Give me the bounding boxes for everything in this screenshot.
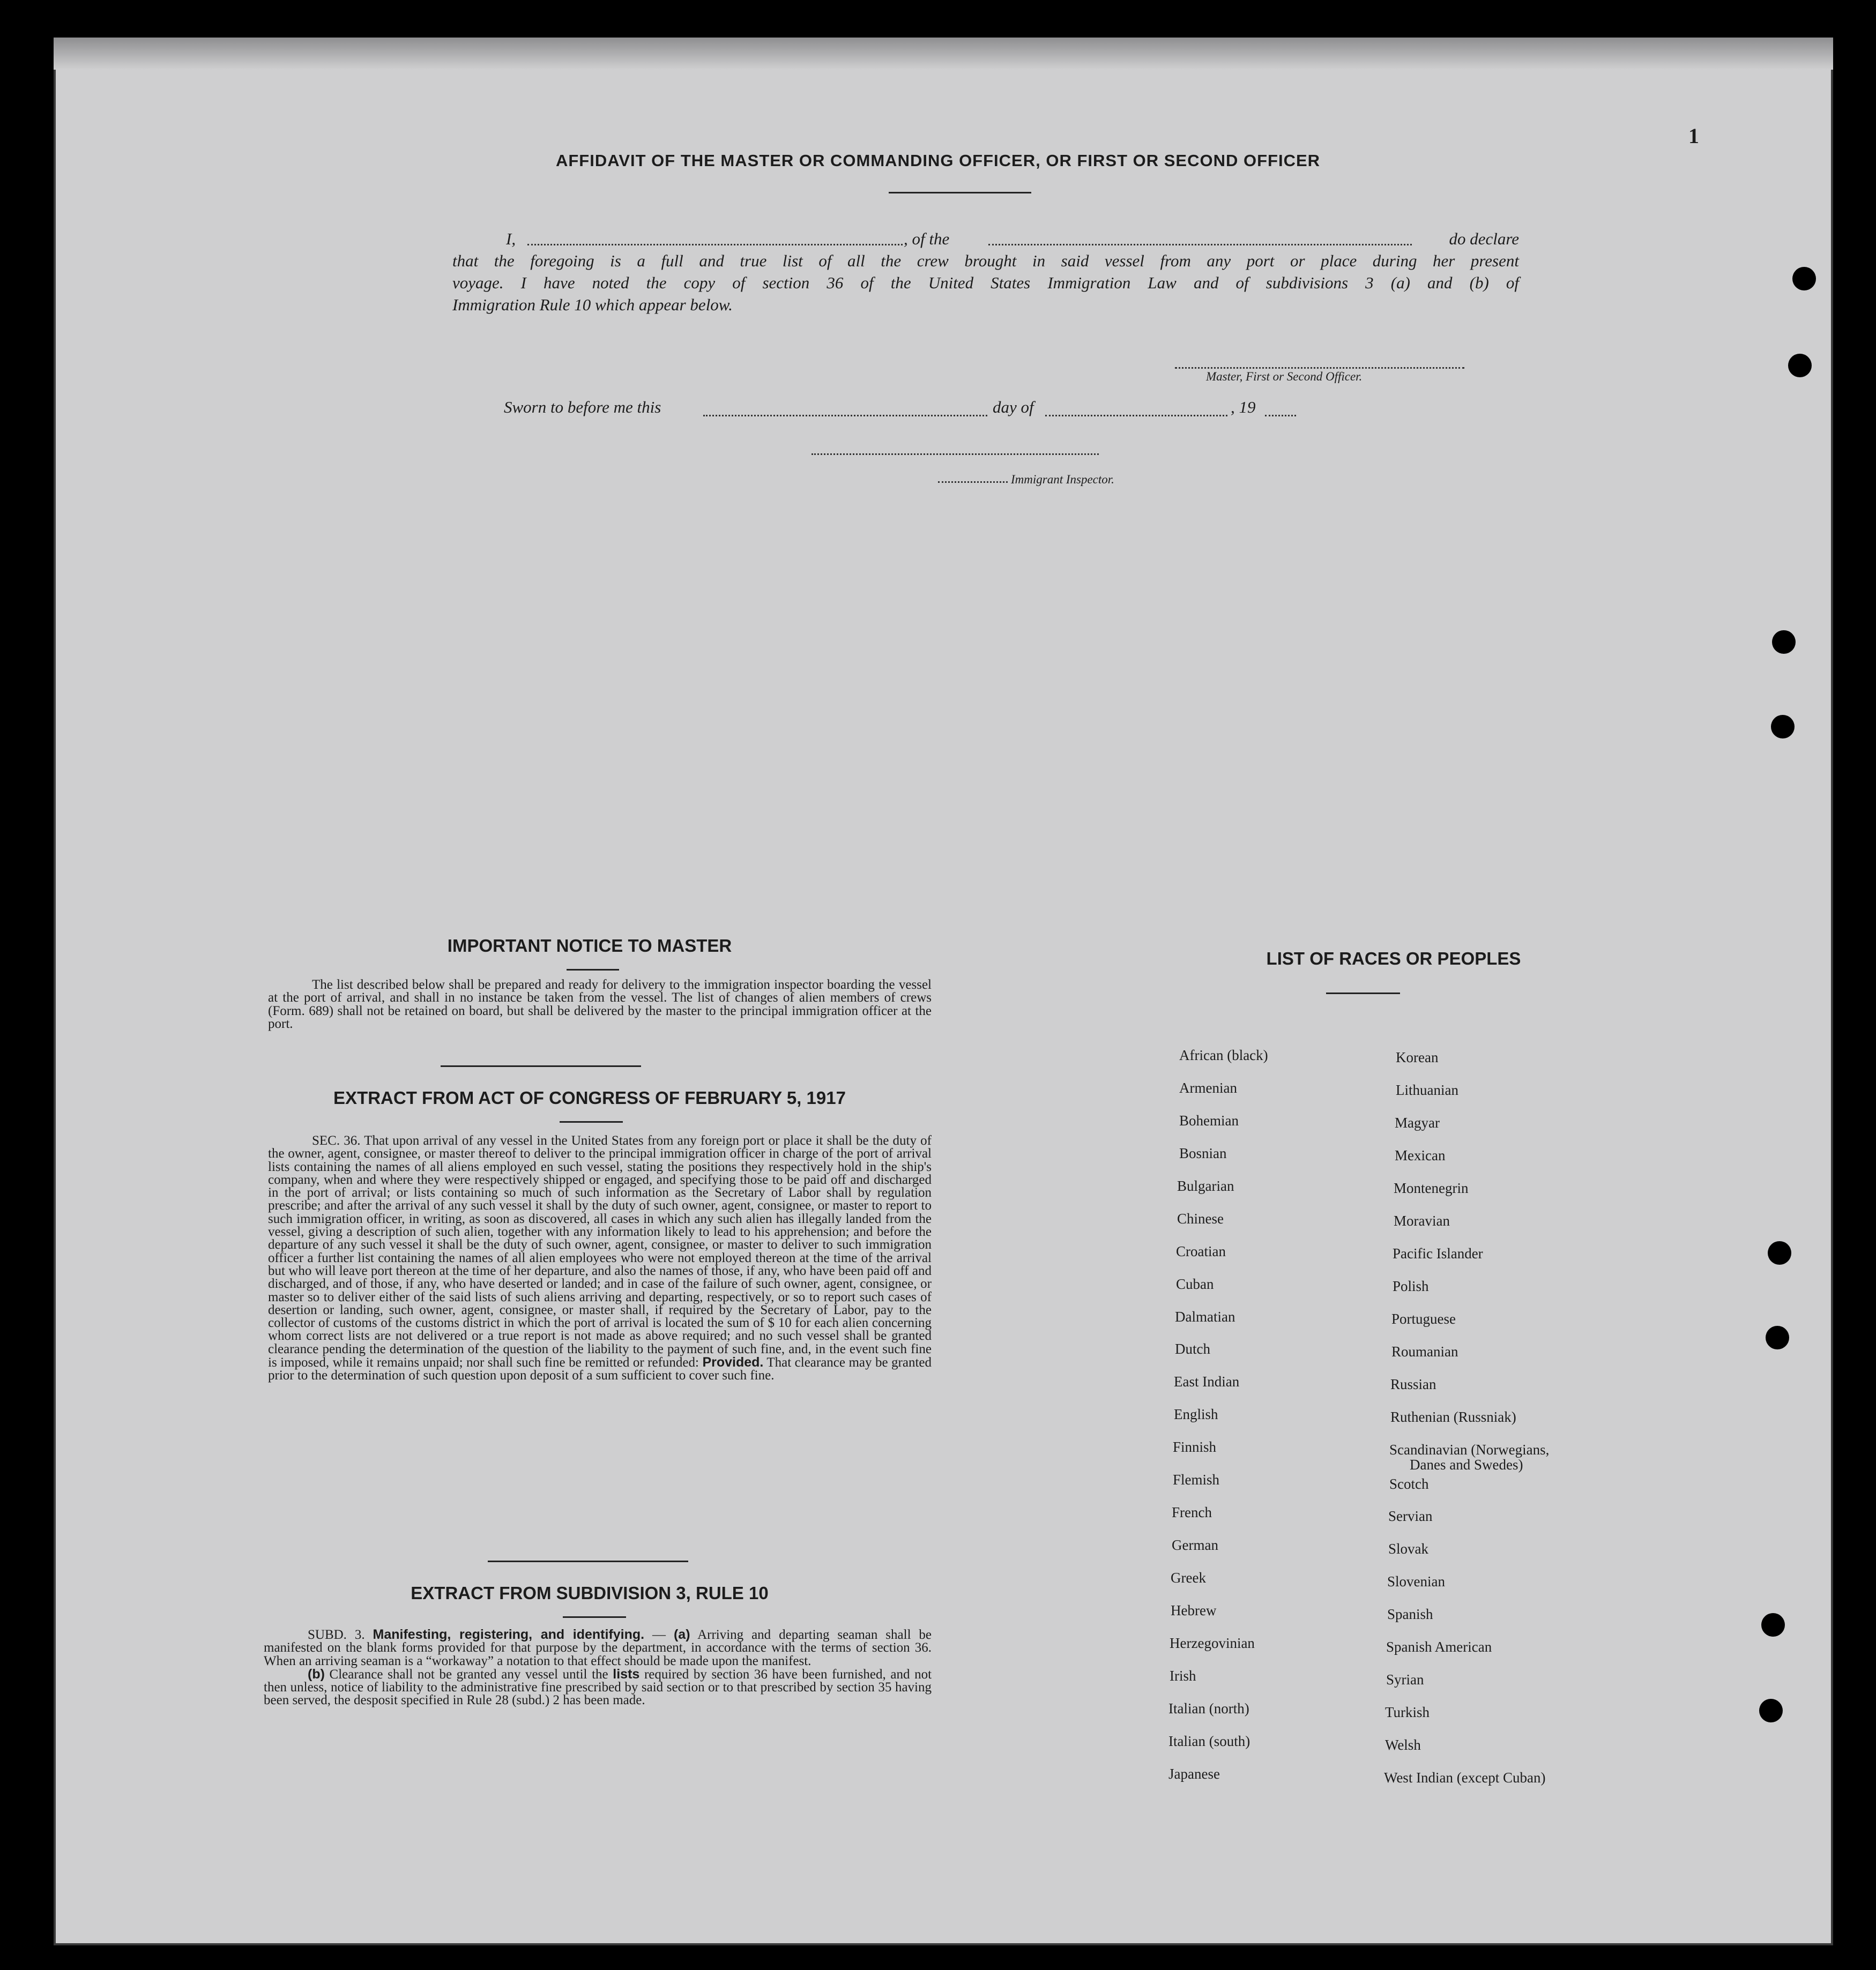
race-item: Dutch	[1175, 1341, 1210, 1357]
sworn-day-field[interactable]	[703, 415, 987, 416]
title-underline	[889, 192, 1031, 193]
subd-dash: —	[644, 1628, 674, 1642]
subd-prefix: SUBD. 3.	[308, 1628, 365, 1642]
sec36-text-end: That clearance may be granted prior to the determination of such question upon deposit of a sum sufficient to cover such fine.	[268, 1355, 932, 1383]
race-item: Chinese	[1177, 1211, 1224, 1227]
page-top-shadow	[54, 38, 1833, 70]
inspector-caption: Immigrant Inspector.	[1011, 473, 1114, 486]
sworn-month-field[interactable]	[1045, 415, 1227, 416]
punch-hole	[1761, 1613, 1785, 1637]
punch-hole	[1766, 1326, 1789, 1349]
race-item: Ruthenian (Russniak)	[1390, 1409, 1516, 1425]
race-item: Magyar	[1395, 1115, 1440, 1131]
master-signature-line[interactable]	[1175, 367, 1464, 369]
race-item: Spanish	[1387, 1606, 1433, 1622]
race-item: Pacific Islander	[1393, 1245, 1483, 1262]
race-item: Korean	[1396, 1049, 1439, 1065]
race-item: Japanese	[1168, 1766, 1220, 1782]
race-item: Moravian	[1394, 1213, 1450, 1229]
race-item: Servian	[1388, 1508, 1433, 1524]
race-item: Lithuanian	[1396, 1082, 1458, 1098]
race-item: Italian (south)	[1168, 1733, 1250, 1749]
sworn-year-field[interactable]	[1265, 415, 1296, 416]
race-item: Cuban	[1176, 1276, 1214, 1292]
races-title: LIST OF RACES OR PEOPLES	[1266, 949, 1521, 968]
vessel-field[interactable]	[988, 244, 1412, 245]
race-item: Slovenian	[1387, 1573, 1445, 1590]
statement-line: that the foregoing is a full and true list of all the crew brought in said vessel from any port or place during her present	[452, 251, 1519, 270]
race-item: Polish	[1393, 1278, 1429, 1294]
inspector-signature-line[interactable]	[812, 453, 1099, 455]
race-item: West Indian (except Cuban)	[1384, 1770, 1546, 1786]
punch-hole	[1792, 267, 1816, 290]
race-item: Mexican	[1395, 1147, 1446, 1163]
race-item: Welsh	[1385, 1737, 1421, 1753]
race-item: Croatian	[1176, 1243, 1226, 1259]
race-item: Danes and Swedes)	[1410, 1457, 1523, 1473]
punch-hole	[1772, 630, 1796, 654]
i-label: I,	[506, 229, 516, 248]
sworn-label: Sworn to before me this	[504, 398, 661, 416]
subd-a-label: (a)	[673, 1627, 690, 1642]
race-item: Scotch	[1389, 1476, 1429, 1492]
race-item: Roumanian	[1391, 1344, 1458, 1360]
race-item: Slovak	[1388, 1541, 1429, 1557]
act-extract-title: EXTRACT FROM ACT OF CONGRESS OF FEBRUARY 5, 1917	[333, 1088, 846, 1108]
rule-title-underline	[563, 1616, 626, 1618]
race-item: Bohemian	[1179, 1113, 1239, 1129]
race-item: Syrian	[1386, 1671, 1424, 1688]
notice-title-underline	[567, 969, 619, 971]
rule-extract-title: EXTRACT FROM SUBDIVISION 3, RULE 10	[411, 1583, 769, 1603]
subd-b-text: Clearance shall not be granted any vessel until the	[329, 1667, 608, 1682]
master-signature-caption: Master, First or Second Officer.	[1206, 370, 1363, 383]
do-declare-label: do declare	[1449, 229, 1519, 248]
subd-a-text: Arriving and departing seaman shall be manifested on the blank forms provided for that purpose by the department, in accordance with the terms of section 36. When an arriving seaman is a “workaway” a notation to that effect should be made upon the manifest.	[264, 1628, 932, 1668]
notice-title: IMPORTANT NOTICE TO MASTER	[447, 936, 732, 956]
affidavit-statement	[452, 228, 1519, 316]
subd-b-text-end: required by section 36 have been furnished, and not then unless, notice of liability to the administrative fine prescribed by said section or to that prescribed by section 35 having been served, the desposit specified in Rule 28 (subd.) 2 has been made.	[264, 1667, 932, 1708]
race-item: Bulgarian	[1177, 1178, 1234, 1194]
race-item: French	[1172, 1504, 1212, 1520]
races-title-underline	[1326, 993, 1400, 994]
inspector-name-field[interactable]	[938, 481, 1008, 483]
page-number: 1	[1688, 124, 1699, 148]
affidavit-title: AFFIDAVIT OF THE MASTER OR COMMANDING OFFICER, OR FIRST OR SECOND OFFICER	[555, 151, 1321, 170]
race-item: Hebrew	[1171, 1602, 1217, 1618]
race-item: Scandinavian (Norwegians,	[1389, 1442, 1550, 1458]
race-item: Flemish	[1173, 1472, 1220, 1488]
race-item: Herzegovinian	[1170, 1635, 1255, 1651]
race-item: Finnish	[1173, 1439, 1217, 1455]
year-label: , 19	[1231, 398, 1256, 416]
of-the-label: , of the	[904, 229, 950, 248]
race-item: Bosnian	[1179, 1145, 1227, 1161]
race-item: English	[1174, 1406, 1218, 1422]
race-item: Spanish American	[1386, 1639, 1492, 1655]
race-item: Russian	[1390, 1376, 1436, 1392]
punch-hole	[1768, 1241, 1791, 1265]
race-item: Montenegrin	[1394, 1180, 1469, 1196]
section-divider	[441, 1065, 641, 1067]
act-extract-body	[268, 1135, 932, 1383]
statement-line: voyage. I have noted the copy of section 36 of the United States Immigration Law and of subdivisions 3 (a) and (b) of	[452, 273, 1519, 292]
punch-hole	[1771, 715, 1795, 738]
subd-heading: Manifesting, registering, and identifying.	[373, 1627, 645, 1642]
race-item: Greek	[1171, 1570, 1206, 1586]
race-item: Armenian	[1179, 1080, 1237, 1096]
punch-hole	[1788, 354, 1812, 377]
punch-hole	[1759, 1699, 1783, 1722]
race-item: German	[1172, 1537, 1218, 1553]
subd-b-lists: lists	[613, 1666, 640, 1682]
notice-body: The list described below shall be prepared and ready for delivery to the immigration inspector boarding the vessel at the port of arrival, and shall in no instance be taken from the vessel. The list of changes of alien members of crews (Form. 689) shall not be retained on board, but shall be delivered by the master to the principal immigration officer at the port.	[268, 977, 932, 1031]
subd-b-label: (b)	[308, 1666, 325, 1682]
sworn-line	[504, 391, 1361, 418]
race-item: Turkish	[1385, 1704, 1430, 1720]
provided-label: Provided.	[702, 1355, 764, 1370]
document-page	[54, 38, 1833, 1945]
statement-line: Immigration Rule 10 which appear below.	[452, 295, 733, 314]
race-item: Irish	[1170, 1668, 1196, 1684]
race-item: African (black)	[1179, 1047, 1268, 1063]
race-item: Dalmatian	[1175, 1309, 1235, 1325]
race-item: East Indian	[1174, 1374, 1240, 1390]
name-field[interactable]	[527, 244, 903, 245]
sec36-text: SEC. 36. That upon arrival of any vessel in the United States from any foreign port or place it shall be the duty of the owner, agent, consignee, or master thereof to deliver to the principal immigration officer in charge of the port of arrival lists containing the names of all aliens employed en such vessel, stating the positions they respectively hold in the ship's company, when and where they were respectively shipped or engaged, and specifying those to be paid off and discharged in the port of arrival; or lists containing so much of such information as the Secretary of Labor shall by regulation prescribe; and after the arrival of any such vessel it shall by the duty of such owner, agent, consignee, or master to report to such immigration officer, in writing, as soon as discovered, all cases in which any such alien has illegally landed from the vessel, giving a description of such alien, together with any information likely to lead to his apprehension; and before the departure of any such vessel it shall be the duty of such owner, agent, consignee, or master to deliver to such immigration officer a further list containing the names of all alien employees who were not employed thereon at the time of the arrival but who will leave port thereon at the time of her departure, and also the names of those, if any, who have been paid off and discharged, and of those, if any, who have deserted or landed; and in case of the failure of such owner, agent, consignee, or master so to deliver either of the said lists of such aliens arriving and departing, respectively, or so to report such cases of desertion or landing, such owner, agent, consignee, or master shall, if required by the Secretary of Labor, pay to the collector of customs of the customs district in which the port of arrival is located the sum of $ 10 for each alien concerning whom correct lists are not delivered or a true report is not made as above required; and no such vessel shall be granted clearance pending the determination of the question of the liability to the payment of such fine, and, in the event such fine is imposed, while it remains unpaid; nor shall such fine be remitted or refunded:	[268, 1133, 932, 1370]
section-divider	[488, 1561, 688, 1562]
act-title-underline	[560, 1121, 623, 1123]
rule-extract-body	[264, 1628, 932, 1707]
day-of-label: day of	[993, 398, 1034, 416]
race-item: Italian (north)	[1168, 1700, 1249, 1717]
race-item: Portuguese	[1391, 1311, 1456, 1327]
